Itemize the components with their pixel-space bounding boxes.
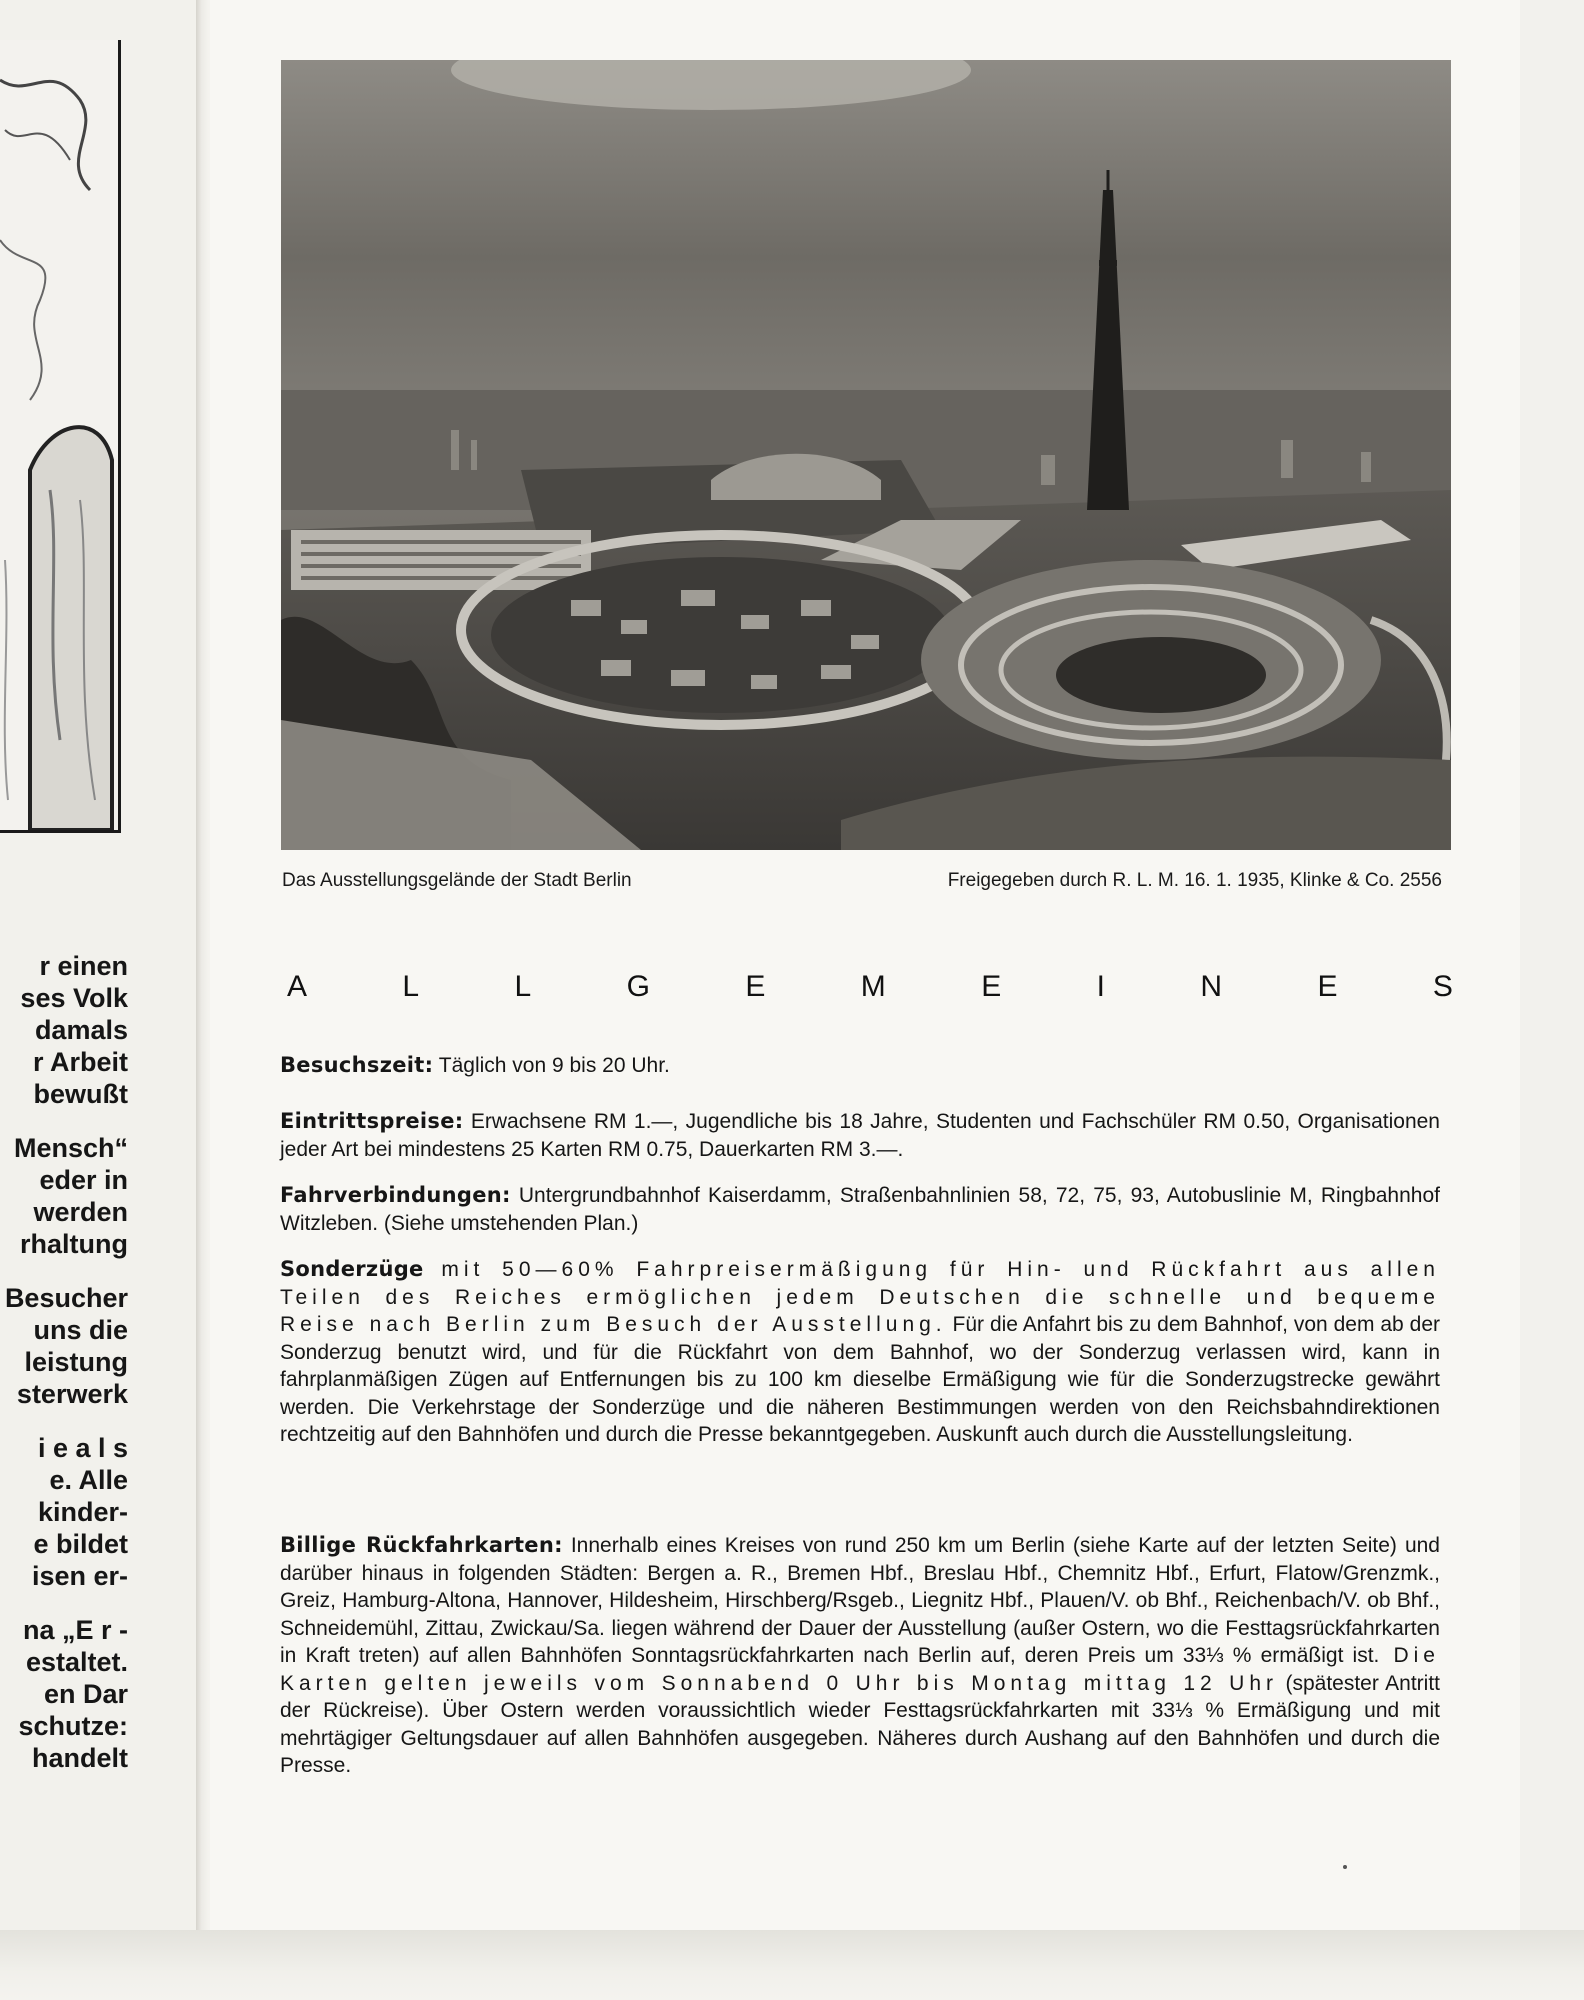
paragraph-text: Innerhalb eines Kreises von rund 250 km um Berlin (siehe Karte auf der letzten Seite) und darüber hinaus in folgenden Städten: Bergen a. R., Bremen Hbf., Breslau Hbf., Chemnitz Hbf., Erfurt, Flatow/Grenzmk., Greiz, Hamburg-Altona, Hannover, Hildesheim, Hirschberg/Rsgeb., Liegnitz Hbf., Plauen/V. ob Bhf., Reichenbach/V. ob Bhf., Schneidemühl, Zittau, Zwickau/Sa. liegen während der Dauer der Ausstellung (außer Ostern, wo die Festtagsrückfahrkarten in Kraft treten) auf allen Bahnhöfen Sonntagsrückfahrkarten nach Berlin auf, deren Preis um 33⅓ % ermäßigt ist. (280, 1534, 1440, 1667)
heading-letter: L (402, 970, 420, 1003)
paragraph-text: Täglich von 9 bis 20 Uhr. (433, 1054, 670, 1077)
left-fragment: ses Volk (20, 983, 128, 1013)
heading-letter: I (1096, 970, 1105, 1003)
left-fragment: leistung (24, 1347, 128, 1377)
left-fragment: r einen (39, 951, 128, 981)
left-fragment: Besucher (4, 1283, 128, 1313)
paragraph-text: Untergrundbahnhof Kaiserdamm, Straßenbahnlinien 58, 72, 75, 93, Autobuslinie M, Ringbahnhof Witzleben. (Siehe umstehenden Plan.) (280, 1184, 1440, 1235)
left-fragment: eder in (39, 1165, 128, 1195)
spacer (0, 1110, 128, 1132)
left-fragment: rhaltung (20, 1229, 128, 1259)
ink-dot (1343, 1865, 1347, 1869)
left-fragment: e. Alle (49, 1465, 128, 1495)
left-fragment: handelt (31, 1743, 128, 1773)
left-page (0, 0, 196, 2000)
left-fragment: sterwerk (16, 1379, 128, 1409)
spacer (0, 1592, 128, 1614)
left-fragment: kinder- (37, 1497, 128, 1527)
heading-letter: E (1317, 970, 1338, 1003)
left-fragment: r Arbeit (32, 1047, 128, 1077)
paragraph-sonderzuege (280, 1256, 1440, 1449)
paragraph-label: Sonderzüge (280, 1257, 424, 1281)
heading-letter: A (287, 970, 308, 1003)
paragraph-label: Eintrittspreise: (280, 1109, 464, 1133)
paragraph-rueckfahrkarten (280, 1532, 1440, 1780)
right-page-edge (1520, 0, 1584, 2000)
photo-caption: Das Ausstellungsgelände der Stadt Berlin (282, 870, 632, 891)
paragraph-text-spaced: mit 50—60% Fahrpreisermäßigung für Hin- und Rückfahrt aus allen Teilen des Reiches ermöglichen jedem Deutschen die schnelle und bequeme Reise nach Berlin zum Besuch der Ausstellung. (280, 1258, 1440, 1336)
heading-letter: E (981, 970, 1002, 1003)
left-fragment: i e a l s (37, 1433, 128, 1463)
left-fragment: na „E r - (22, 1615, 128, 1645)
photo-credit: Freigegeben durch R. L. M. 16. 1. 1935, Klinke & Co. 2556 (947, 870, 1442, 891)
left-illustration (0, 40, 121, 833)
paragraph-fahrverbindungen (280, 1182, 1440, 1237)
paragraph-label: Besuchszeit: (280, 1053, 434, 1077)
book-gutter (196, 0, 210, 2000)
left-fragment: estaltet. (25, 1647, 128, 1677)
paragraph-text-spaced: Die Karten gelten jeweils vom Sonnabend 0 Uhr bis Montag mittag 12 Uhr (280, 1644, 1440, 1695)
heading-letter: G (626, 970, 650, 1003)
aerial-photo-exhibition-grounds (281, 60, 1451, 850)
left-page-text-fragments (0, 950, 128, 1774)
page-bottom-edge (0, 1930, 1584, 2000)
heading-letter: L (514, 970, 532, 1003)
paragraph-label: Fahrverbindungen: (280, 1183, 511, 1207)
left-fragment: werden (33, 1197, 128, 1227)
paragraph-besuchszeit (280, 1052, 1440, 1080)
paragraph-eintrittspreise (280, 1108, 1440, 1163)
section-heading-allgemeines (287, 970, 1453, 1004)
left-fragment: isen er- (31, 1561, 128, 1591)
left-fragment: schutze: (18, 1711, 128, 1741)
left-fragment: e bildet (33, 1529, 128, 1559)
left-fragment: uns die (33, 1315, 128, 1345)
paragraph-text: Erwachsene RM 1.—, Jugendliche bis 18 Jahre, Studenten und Fachschüler RM 0.50, Organisationen jeder Art bei mindestens 25 Karten RM 0.75, Dauerkarten RM 3.—. (280, 1110, 1440, 1161)
spacer (0, 1260, 128, 1282)
left-fragment: bewußt (33, 1079, 128, 1109)
left-fragment: Mensch“ (13, 1133, 128, 1163)
heading-letter: M (860, 970, 886, 1003)
left-fragment: damals (34, 1015, 128, 1045)
heading-letter: S (1432, 970, 1453, 1003)
paragraph-label: Billige Rückfahrkarten: (280, 1533, 563, 1557)
paragraph-text: Für die Anfahrt bis zu dem Bahnhof, von dem ab der Sonderzug benutzt wird, und für die Rückfahrt von dem Bahnhof, wo der Sonderzug verlassen wird, kann in fahrplanmäßigen Zügen auf Entfernungen bis zu 100 km dieselbe Ermäßigung wie für die Sonderzugstrecke gewährt werden. Die Verkehrstage der Sonderzüge und die näheren Bestimmungen werden von den Reichsbahndirektionen rechtzeitig auf den Bahnhöfen und durch die Presse bekanntgegeben. Auskunft auch durch die Ausstellungsleitung. (280, 1313, 1440, 1446)
heading-letter: N (1200, 970, 1223, 1003)
spacer (0, 1410, 128, 1432)
left-fragment: en Dar (43, 1679, 128, 1709)
heading-letter: E (745, 970, 766, 1003)
paragraph-text: (spätester Antritt der Rückreise). Über Ostern werden voraussichtlich wieder Festtagsrückfahrkarten mit 33⅓ % Ermäßigung und mit mehrtägiger Geltungsdauer auf allen Bahnhöfen ausgegeben. Näheres durch Aushang auf den Bahnhöfen und durch die Presse. (280, 1671, 1440, 1777)
